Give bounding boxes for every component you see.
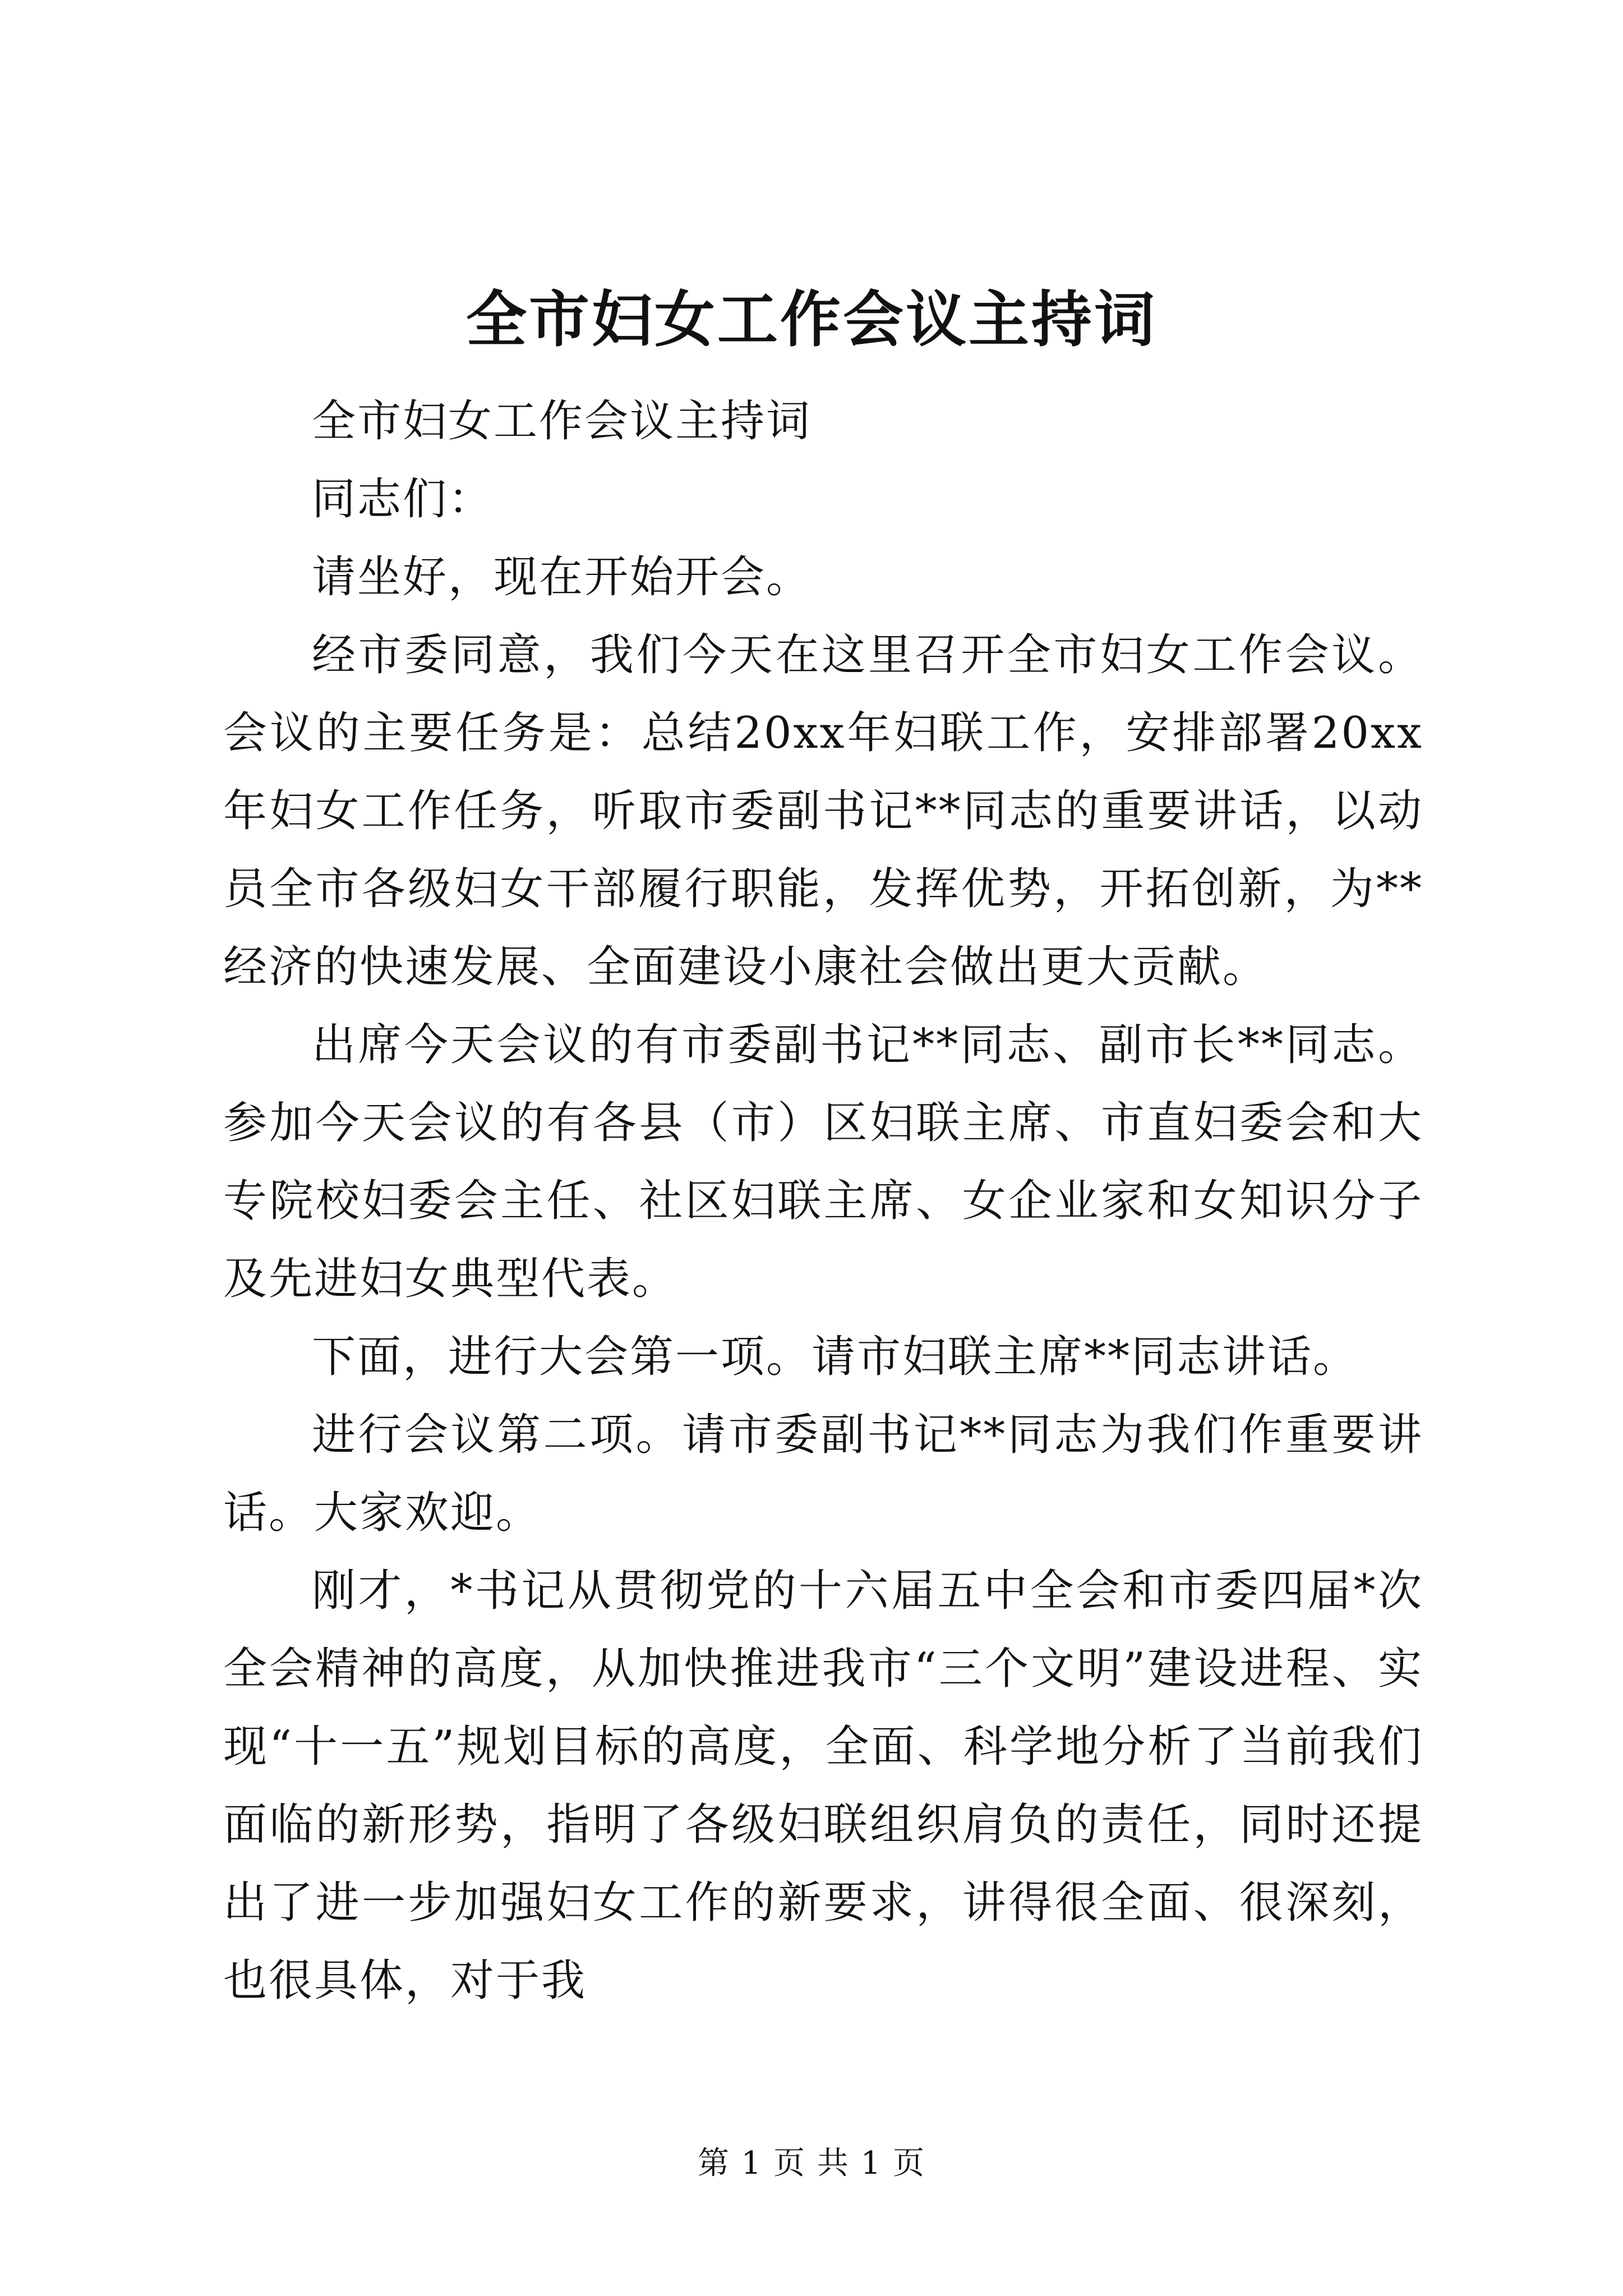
paragraph: 出席今天会议的有市委副书记**同志、副市长**同志。参加今天会议的有各县（市）区妇联主席、市直妇委会和大专院校妇委会主任、社区妇联主席、女企业家和女知识分子及先进妇女典型代表。	[223, 1020, 1423, 1304]
paragraph: 请坐好，现在开始开会。	[312, 552, 812, 602]
paragraph: 同志们：	[312, 474, 494, 524]
document-title: 全市妇女工作会议主持词	[465, 284, 1157, 355]
paragraph: 进行会议第二项。请市委副书记**同志为我们作重要讲话。大家欢迎。	[223, 1410, 1423, 1538]
paragraph: 经市委同意，我们今天在这里召开全市妇女工作会议。会议的主要任务是：总结20xx年妇联工作，安排部署20xx年妇女工作任务，听取市委副书记**同志的重要讲话，以动员全市各级妇女干部履行职能，发挥优势，开拓创新，为**经济的快速发展、全面建设小康社会做出更大贡献。	[223, 630, 1423, 992]
document-body	[223, 383, 1423, 2020]
paragraph: 全市妇女工作会议主持词	[312, 396, 812, 447]
paragraph: 下面，进行大会第一项。请市妇联主席**同志讲话。	[312, 1332, 1359, 1382]
paragraph: 刚才，*书记从贯彻党的十六届五中全会和市委四届*次全会精神的高度，从加快推进我市“三个文明”建设进程、实现“十一五”规划目标的高度，全面、科学地分析了当前我们面临的新形势，指明了各级妇联组织肩负的责任，同时还提出了进一步加强妇女工作的新要求，讲得很全面、很深刻，也很具体，对于我	[223, 1566, 1423, 2006]
page-footer: 第 1 页 共 1 页	[697, 2145, 926, 2182]
